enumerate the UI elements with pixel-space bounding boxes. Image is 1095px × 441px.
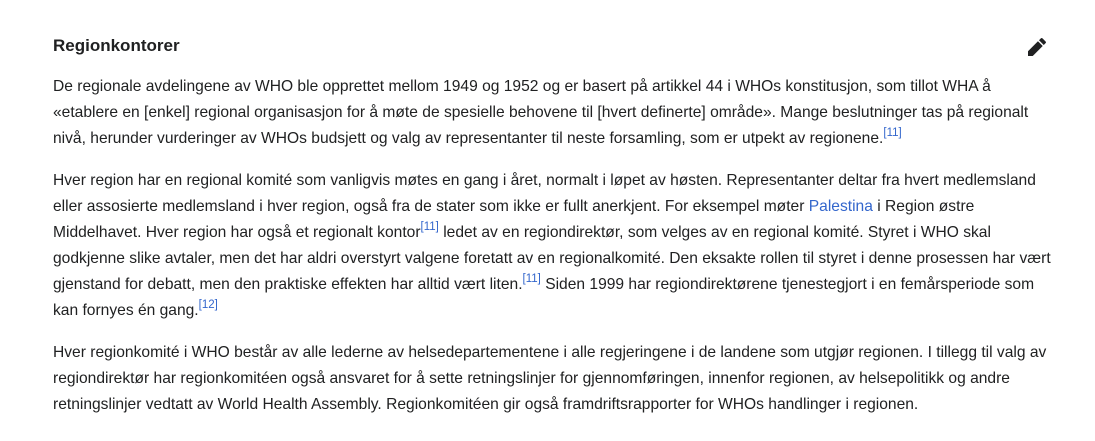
- paragraph-2: [53, 168, 1053, 324]
- reference-anchor[interactable]: [11]: [522, 273, 541, 285]
- section-header: [53, 28, 1053, 64]
- paragraph-text: Hver region har en regional komité som vanligvis møtes en gang i året, normalt i løpet av høsten. Representanter deltar fra hvert medlemsland eller assosierte medlemsland i hver region, også fra de stater som ikke er fullt anerkjent. For eksempel møter: [53, 172, 1036, 215]
- article-section: [53, 28, 1053, 418]
- reference-anchor[interactable]: [12]: [198, 299, 218, 311]
- paragraph-text: Siden 1999 har regiondirektørene tjenestegjort i en femårsperiode som kan fornyes én gang.: [53, 276, 1035, 319]
- section-title: Regionkontorer: [53, 36, 180, 55]
- paragraph-text: Hver regionkomité i WHO består av alle lederne av helsedepartementene i alle regjeringene i de landene som utgjør regionen. I tillegg til valg av regiondirektør har regionkomitéen også ansvaret for å sette retningslinjer for gjennomføringen, innenfor regionen, av helsepolitikk og andre retningslinjer vedtatt av World Health Assembly. Regionkomitéen gir også framdriftsrapporter for WHOs handlinger i regionen.: [53, 344, 1047, 413]
- reference-anchor[interactable]: [11]: [420, 221, 439, 233]
- paragraph-text: ledet av en regiondirektør, som velges av en regional komité. Styret i WHO skal godkjenne slike avtaler, men det har aldri overstyrt valgene foretatt av en regionalkomité. Den eksakte rollen til styret i denne prosessen har vært gjenstand for debatt, men den praktiske effekten har alltid vært liten.: [53, 224, 1051, 293]
- paragraph-text: De regionale avdelingene av WHO ble opprettet mellom 1949 og 1952 og er basert på artikkel 44 i WHOs konstitusjon, som tillot WHA å «etablere en [enkel] regional organisasjon for å møte de spesielle behovene til [hvert definerte] område». Mange beslutninger tas på regionalt nivå, herunder vurderinger av WHOs budsjett og valg av representanter til neste forsamling, som er utpekt av regionene.: [53, 78, 1029, 147]
- reference-link[interactable]: [883, 127, 901, 139]
- palestina-link[interactable]: Palestina: [808, 198, 873, 215]
- edit-section-button[interactable]: [1024, 34, 1050, 60]
- paragraph-3: [53, 340, 1053, 418]
- reference-link[interactable]: [523, 273, 541, 285]
- reference-anchor[interactable]: [11]: [883, 127, 902, 139]
- paragraph-text: i Region østre Middelhavet. Hver region har også et regionalt kontor: [53, 198, 975, 241]
- paragraph-1: [53, 74, 1053, 152]
- reference-link[interactable]: [421, 221, 439, 233]
- reference-link[interactable]: [199, 299, 218, 311]
- pencil-icon: [1027, 37, 1047, 57]
